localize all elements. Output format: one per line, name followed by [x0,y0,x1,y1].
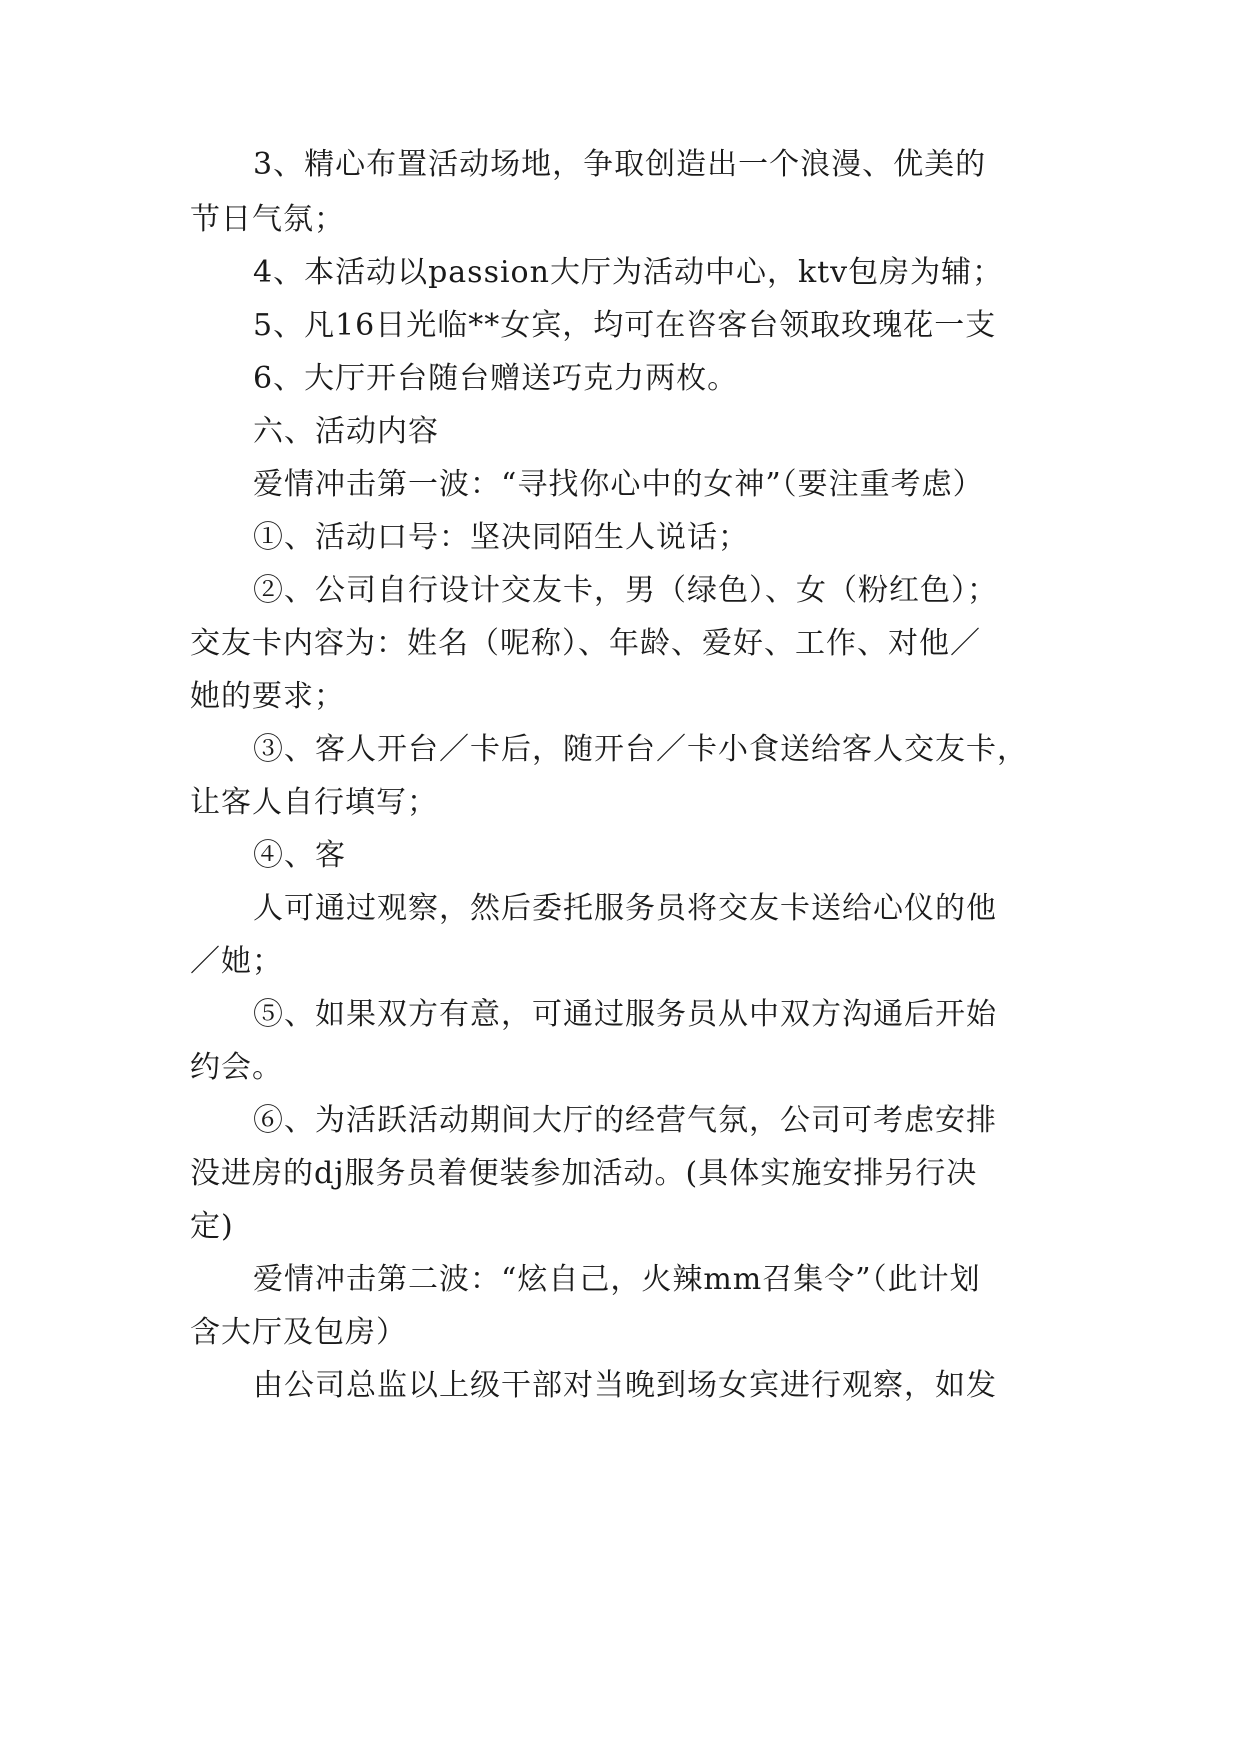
paragraph-line: 由公司总监以上级干部对当晚到场女宾进行观察，如发 [253,1368,997,1403]
paragraph-line: 让客人自行填写； [190,785,438,820]
paragraph-line: 6、大厅开台随台赠送巧克力两枚。 [253,361,739,396]
section-heading: 六、活动内容 [253,414,439,449]
paragraph-line: 爱情冲击第二波：“炫自己，火辣mm召集令”（此计划 [253,1262,981,1297]
paragraph-line: 爱情冲击第一波：“寻找你心中的女神”（要注重考虑） [253,467,984,502]
paragraph-line: ／她； [190,944,283,979]
paragraph-line: 节日气氛； [190,202,345,237]
paragraph-line: 5、凡16日光临**女宾，均可在咨客台领取玫瑰花一支 [253,308,997,343]
paragraph-line: ①、活动口号：坚决同陌生人说话； [253,520,749,555]
paragraph-line: 约会。 [190,1050,283,1085]
paragraph-line: ⑥、为活跃活动期间大厅的经营气氛，公司可考虑安排 [253,1103,997,1138]
paragraph-line: 3、精心布置活动场地，争取创造出一个浪漫、优美的 [253,147,987,182]
paragraph-line: 定) [190,1209,234,1244]
paragraph-line: 交友卡内容为：姓名（呢称）、年龄、爱好、工作、对他／ [190,626,981,661]
paragraph-line: 没进房的dj服务员着便装参加活动。(具体实施安排另行决 [190,1156,978,1191]
paragraph-line: 含大厅及包房） [190,1315,407,1350]
paragraph-line: 4、本活动以passion大厅为活动中心，ktv包房为辅； [253,255,1004,290]
paragraph-line: ②、公司自行设计交友卡，男（绿色）、女（粉红色）； [253,573,998,608]
paragraph-line: 人可通过观察，然后委托服务员将交友卡送给心仪的他 [253,891,997,926]
paragraph-line: ④、客 [253,838,346,873]
paragraph-line: ⑤、如果双方有意，可通过服务员从中双方沟通后开始 [253,997,997,1032]
paragraph-line: ③、客人开台／卡后，随开台／卡小食送给客人交友卡， [253,732,1028,767]
paragraph-line: 她的要求； [190,679,345,714]
